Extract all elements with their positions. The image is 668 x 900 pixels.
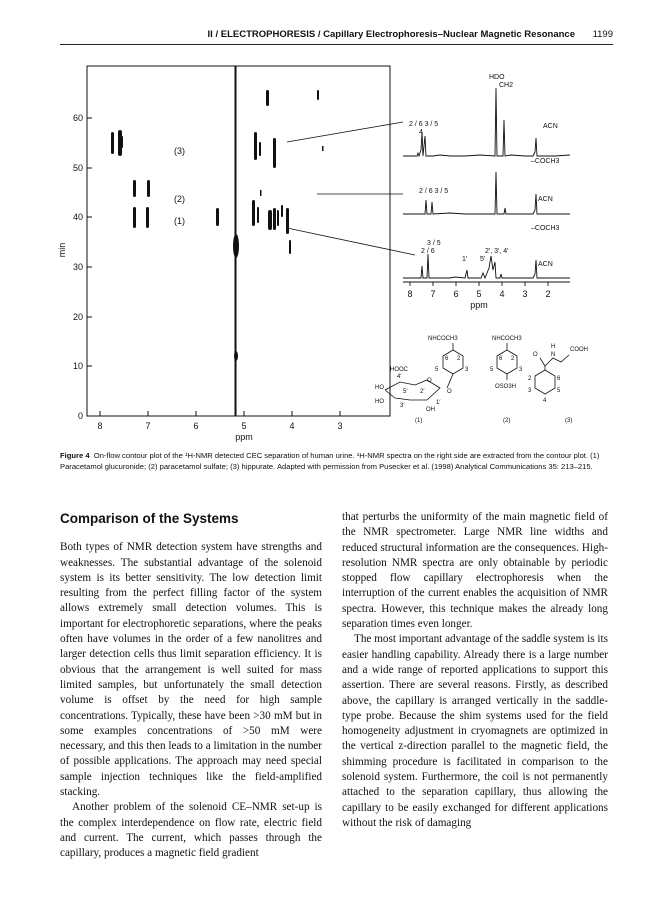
ring-num: 5 xyxy=(490,367,494,373)
x-tick: 8 xyxy=(97,421,103,431)
struct3-label: (3) xyxy=(565,418,573,424)
nmr-spectra xyxy=(403,88,570,286)
x-axis-label: ppm xyxy=(235,432,253,442)
ring-num: 5 xyxy=(435,367,439,373)
x-tick: 3 xyxy=(337,421,343,431)
paragraph: Both types of NMR detection system have strengths and weaknesses. The substantial advantage of the solenoid system is its better sensitivity. The low detection limit resulting from the perfect filling factor of the system allows extremely small detection volumes. This is important for electrophoretic separations, where the peaks often have volumes in the order of a few nanolitres and larger detection cells thus limit separation efficiency. It is obvious that the arrangement is well suited for mass limited samples, but unfortunately the small detection volume is offset by the need for high sample concentrations. Typically, these have been >30 mM but in some examples concentrations of >50 mM were necessary, and this then leads to a limitation in the number of possible applications. The approach may need special sample injection techniques like the field-amplified stacking. xyxy=(60,541,322,799)
label-234p: 2′, 3′, 4′ xyxy=(485,248,509,255)
contour-plot xyxy=(57,66,415,442)
label-4: 4 xyxy=(419,129,423,136)
label-26: 2 / 6 xyxy=(421,248,435,255)
struct1-hooc: HOOC xyxy=(390,367,408,373)
sugar-num: 2′ xyxy=(420,389,425,395)
page-number: 1199 xyxy=(592,29,613,40)
caption-text: On-flow contour plot of the ¹H-NMR detected CEC separation of human urine. ¹H-NMR spectra on the right side are extracted from the contour plot. (1) Paracetamol glucuronide; (2) paracetamol sulfate; (3) hippurate. Adapted with permission from Pusecker et al. (1998) Analytical Communications 35: 213–215. xyxy=(60,451,600,471)
y-tick: 20 xyxy=(72,312,83,322)
ring-num: 6 xyxy=(445,356,449,362)
label-ch2: CH2 xyxy=(499,82,514,89)
x-tick: 6 xyxy=(193,421,199,431)
ring-num: 3 xyxy=(519,367,523,373)
ring-num: 5 xyxy=(557,388,561,394)
band-label-1: (1) xyxy=(174,216,185,226)
figure-caption xyxy=(60,451,608,472)
left-column xyxy=(60,511,322,862)
label-acn: ACN xyxy=(538,261,553,268)
label-5p: 5′ xyxy=(480,256,486,263)
band-label-2: (2) xyxy=(174,194,185,204)
spectrum-x-axis-label: ppm xyxy=(470,300,488,310)
band-label-3: (3) xyxy=(174,146,185,156)
paragraph: Another problem of the solenoid CE–NMR set-up is the complex interdependence on flow rate, electric field and current. The current, which passes through the capillary, produces a magnetic field gradient xyxy=(60,801,322,860)
spectrum-x-tick: 5 xyxy=(476,289,482,299)
sugar-num: 3′ xyxy=(400,403,405,409)
sugar-num: 1′ xyxy=(436,400,441,406)
sugar-num: 4′ xyxy=(397,374,402,380)
paragraph: The most important advantage of the saddle system is its easier handling capability. Already there is a large number and a wide range of reported applications to support this assertion. There are several reasons. Firstly, as described above, the capillary is arranged vertically in the saddle-type probe. Because the shim systems used for the field homogeneity adjustment in cryomagnets are optimized in the vertical z-direction parallel to the magnetic field, the shimming procedure is facilitated in comparison to the solenoid system. Furthermore, the coil is not permanently attached to the separation capillary, thus allowing the capillary to be easily exchanged for different applications without the risk of damaging xyxy=(342,633,608,829)
y-tick: 30 xyxy=(72,262,83,272)
spectrum-x-tick: 2 xyxy=(545,289,551,299)
paragraph: that perturbs the uniformity of the main magnetic field of the NMR spectrometer. Large NMR line widths and reduced structural information are the consequences. High-resolution NMR spectra are only obtainable by periodic stopped flow capillary electrophoresis when the interruption of the current enables the acquisition of NMR spectra. However, this technique makes the already long separation times even longer. xyxy=(342,511,608,631)
ring-num: 2 xyxy=(511,356,515,362)
y-tick: 40 xyxy=(72,212,83,222)
ring-num: 2 xyxy=(528,376,532,382)
spectrum-x-tick: 7 xyxy=(430,289,436,299)
struct3-h: H xyxy=(551,344,556,350)
ring-num: 3 xyxy=(528,388,532,394)
contour-spots xyxy=(111,66,324,416)
ring-num: 4 xyxy=(543,398,547,404)
struct3-o: O xyxy=(533,352,538,358)
label-acn: ACN xyxy=(538,196,553,203)
label-hdo: HDO xyxy=(489,74,505,81)
struct1-nhcoch3: NHCOCH3 xyxy=(428,336,458,342)
struct2-label: (2) xyxy=(503,418,511,424)
running-title: II / ELECTROPHORESIS / Capillary Electrophoresis–Nuclear Magnetic Resonance xyxy=(207,29,575,40)
label-acn: ACN xyxy=(543,123,558,130)
section-heading: Comparison of the Systems xyxy=(60,511,239,526)
spectrum-x-tick: 3 xyxy=(522,289,528,299)
sugar-num: 5′ xyxy=(403,389,408,395)
struct1-label: (1) xyxy=(415,418,423,424)
label-1p: 1′ xyxy=(462,256,468,263)
y-tick: 60 xyxy=(72,113,83,123)
ring-num: 3 xyxy=(465,367,469,373)
ring-num: 6 xyxy=(499,356,503,362)
ring-num: 6 xyxy=(557,376,561,382)
ring-num: 2 xyxy=(457,356,461,362)
spectrum-x-tick: 4 xyxy=(499,289,505,299)
label-coch3: –COCH3 xyxy=(531,158,560,165)
struct1-ho: HO xyxy=(375,385,384,391)
y-tick: 50 xyxy=(72,163,83,173)
struct2-nhcoch3: NHCOCH3 xyxy=(492,336,522,342)
spectrum-x-tick: 6 xyxy=(453,289,459,299)
struct3-cooh: COOH xyxy=(570,347,588,353)
y-tick: 0 xyxy=(77,411,83,421)
struct1-ho2: HO xyxy=(375,399,384,405)
y-tick: 10 xyxy=(72,361,83,371)
x-tick: 7 xyxy=(145,421,151,431)
struct3-n: N xyxy=(551,352,556,358)
running-header xyxy=(60,26,613,45)
label-35: 3 / 5 xyxy=(427,240,441,247)
label-coch3: –COCH3 xyxy=(531,225,560,232)
y-axis-label: min xyxy=(57,242,67,258)
struct1-oh: OH xyxy=(426,407,435,413)
figure-4 xyxy=(55,60,615,445)
struct1-o: O xyxy=(427,378,432,384)
x-tick: 5 xyxy=(241,421,247,431)
struct1-o2: O xyxy=(447,389,452,395)
label-peaks: 2 / 6 3 / 5 xyxy=(409,121,439,128)
right-column xyxy=(342,510,608,831)
label-peaks: 2 / 6 3 / 5 xyxy=(419,188,449,195)
spectrum-x-tick: 8 xyxy=(407,289,413,299)
x-tick: 4 xyxy=(289,421,295,431)
caption-label: Figure 4 xyxy=(60,451,90,460)
chemical-structures xyxy=(375,336,588,424)
struct2-oso3h: OSO3H xyxy=(495,384,517,390)
